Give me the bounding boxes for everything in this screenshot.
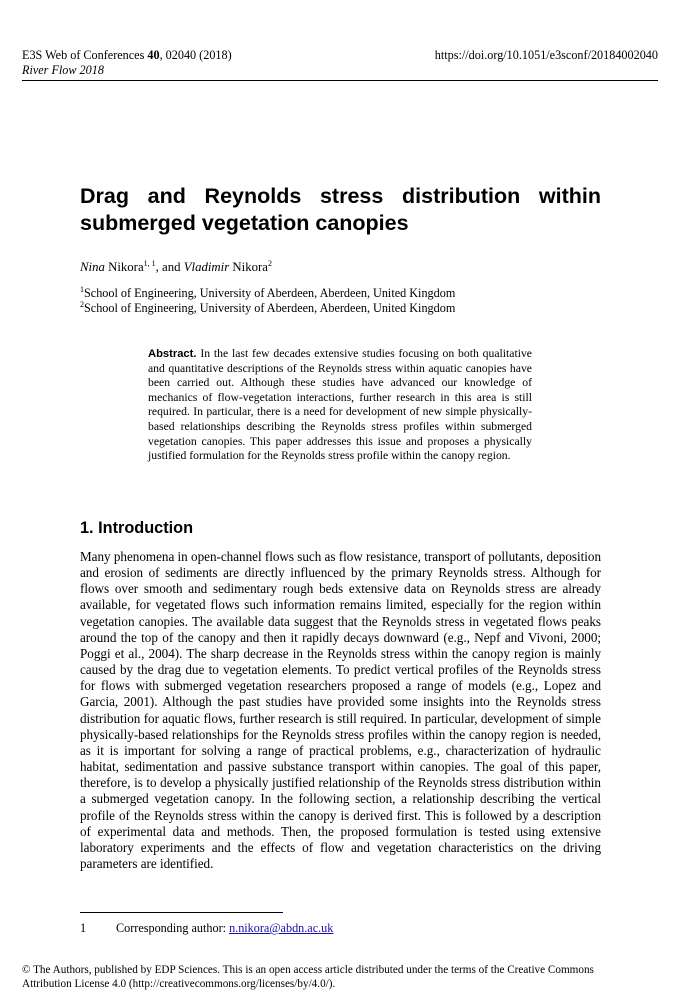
author-joiner: , and (155, 260, 184, 274)
running-header-left (22, 48, 232, 78)
article-reference: , 02040 (2018) (159, 48, 232, 62)
author-1-affiliation-mark: 1, 1 (143, 259, 156, 268)
author-2-given-name: Vladimir (183, 260, 230, 274)
paper-title: Drag and Reynolds stress distribution within submerged vegetation canopies (80, 184, 601, 235)
author-2-affiliation-mark: 2 (267, 259, 272, 268)
section-heading: 1. Introduction (80, 519, 194, 537)
footnote-divider (80, 912, 283, 913)
journal-volume: 40 (147, 48, 160, 62)
affiliation-2 (80, 301, 455, 316)
affiliation-1-text: School of Engineering, University of Aberdeen, Aberdeen, United Kingdom (84, 286, 456, 300)
conference-name: River Flow 2018 (22, 63, 104, 77)
affiliation-2-text: School of Engineering, University of Aberdeen, Aberdeen, United Kingdom (84, 300, 456, 315)
journal-name: E3S Web of Conferences (22, 48, 148, 62)
affiliation-2-mark: 2 (80, 299, 84, 309)
footnote-label: Corresponding author: (116, 921, 230, 935)
header-divider (22, 80, 658, 81)
author-1-given-name: Nina (80, 260, 105, 274)
affiliation-1 (80, 286, 455, 301)
license-line-2: Attribution License 4.0 (http://creativecommons.org/licenses/by/4.0/). (22, 978, 336, 990)
abstract (148, 347, 532, 464)
license-line-1: © The Authors, published by EDP Sciences. This is an open access article distributed under the terms of the Creative Commons (22, 964, 594, 976)
footnote (80, 921, 333, 936)
abstract-label: Abstract. (148, 348, 197, 360)
abstract-text: In the last few decades extensive studies focusing on both qualitative and quantitative descriptions of the Reynolds stress within aquatic canopies have been carried out. Although these studies have advanced our knowledge of mechanics of flow-vegetation interactions, further research in this area is still required. In particular, there is a need for development of new simple physically-based relationships describing the Reynolds stress profiles within submerged vegetation canopies. This paper addresses this issue and proposes a physically justified formulation for the Reynolds stress profile within the canopy region. (148, 347, 532, 463)
affiliations (80, 286, 455, 315)
footnote-number: 1 (80, 921, 87, 935)
affiliation-1-mark: 1 (80, 285, 84, 294)
author-1-family-name: Nikora (104, 260, 144, 274)
author-2-family-name: Nikora (229, 260, 268, 274)
author-list (80, 260, 272, 275)
introduction-paragraph: Many phenomena in open-channel flows such as flow resistance, transport of pollutants, deposition and erosion of sediments are directly influenced by the primary Reynolds stress. Although for flows over smooth and sedimentary rough beds extensive data on Reynolds stress are already available, for vegetated flows such information remains limited, especially for the region within vegetation canopies. The available data suggest that the Reynolds stress in vegetated flows peaks around the top of the canopy and then it rapidly decays downward (e.g., Nepf and Vivoni, 2000; Poggi et al., 2004). The sharp decrease in the Reynolds stress within the canopy region is mainly caused by the drag due to vegetation elements. To predict vertical profiles of the Reynolds stress for flows with submerged vegetation researchers proposed a range of models (e.g., Lopez and Garcia, 2001). Although the past studies have provided some insights into the Reynolds stress distribution for aquatic flows, further research is still required. In particular, development of simple physically-based relationships for the Reynolds stress profiles within the canopy region is needed, as it is important for solving a range of practical problems, e.g., characterization of hydraulic habitat, sedimentation and passive substance transport within canopies. The goal of this paper, therefore, is to develop a physically justified relationship of the Reynolds stress distribution within a submerged vegetation canopy. In the following section, a relationship describing the vertical profile of the Reynolds stress within the canopy is derived first. This is followed by a description of experimental data and methods. Then, the proposed formulation is tested using extensive laboratory experiments and the effects of flow and vegetation characteristics on the driving parameters are identified. (80, 549, 601, 871)
license-notice (22, 963, 658, 991)
corresponding-email-link[interactable]: n.nikora@abdn.ac.uk (229, 921, 334, 935)
doi-link[interactable]: https://doi.org/10.1051/e3sconf/20184002040 (434, 48, 658, 62)
